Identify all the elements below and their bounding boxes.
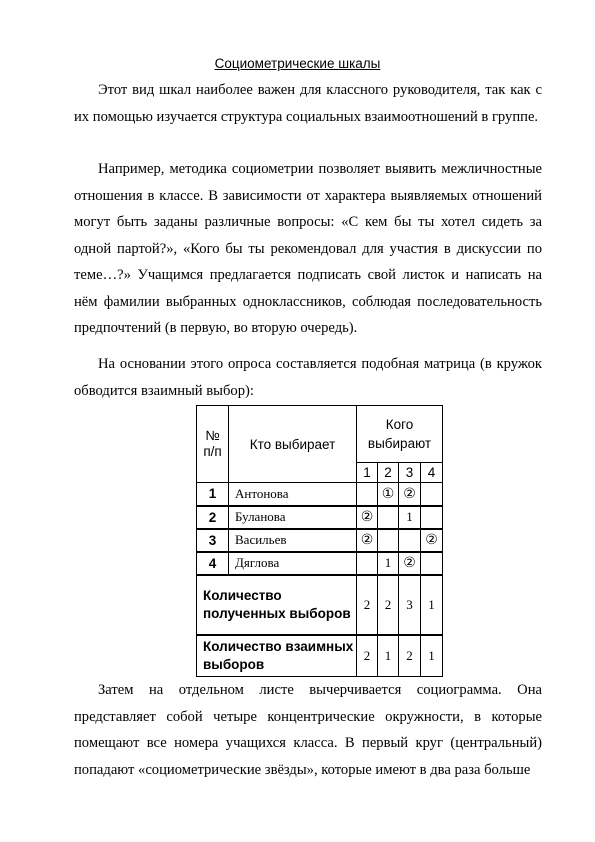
cell-choice — [421, 552, 443, 575]
cell-choice: ② — [357, 506, 378, 529]
row-number: 1 — [197, 483, 229, 506]
received-value: 2 — [357, 575, 378, 635]
mutual-value: 1 — [421, 635, 443, 677]
cell-choice — [421, 506, 443, 529]
cell-choice — [378, 529, 399, 552]
received-value: 3 — [399, 575, 421, 635]
row-number: 4 — [197, 552, 229, 575]
row-name: Антонова — [229, 483, 357, 506]
cell-choice: ② — [399, 483, 421, 506]
header-whom-chosen: Кого выбирают — [357, 406, 443, 463]
cell-choice: 1 — [378, 552, 399, 575]
table-row — [197, 483, 443, 506]
cell-choice: 1 — [399, 506, 421, 529]
row-name: Васильев — [229, 529, 357, 552]
cell-choice — [357, 483, 378, 506]
table-row — [197, 506, 443, 529]
received-value: 1 — [421, 575, 443, 635]
sociometric-matrix-table — [196, 405, 443, 677]
row-number: 2 — [197, 506, 229, 529]
cell-choice: ② — [399, 552, 421, 575]
mutual-value: 2 — [399, 635, 421, 677]
summary-row-received — [197, 575, 443, 635]
subheader-col-1: 1 — [357, 463, 378, 483]
header-number: № п/п — [197, 406, 229, 483]
cell-choice — [399, 529, 421, 552]
header-who-chooses: Кто выбирает — [229, 406, 357, 483]
subheader-col-4: 4 — [421, 463, 443, 483]
page-title: Социометрические шкалы — [214, 56, 381, 71]
subheader-col-2: 2 — [378, 463, 399, 483]
cell-choice: ① — [378, 483, 399, 506]
cell-choice: ② — [421, 529, 443, 552]
row-name: Буланова — [229, 506, 357, 529]
paragraph-sociogram: Затем на отдельном листе вычерчивается социограмма. Она представляет собой четыре концентрические окружности, в которые помещают все номера учащихся класса. В первый круг (центральный) попадают «социометрические звёзды», которые имеют в два раза больше — [74, 682, 542, 778]
cell-choice — [378, 506, 399, 529]
mutual-choices-label: Количество взаимных выборов — [197, 635, 357, 677]
cell-choice — [421, 483, 443, 506]
received-choices-label: Количество полученных выборов — [197, 575, 357, 635]
mutual-value: 2 — [357, 635, 378, 677]
received-value: 2 — [378, 575, 399, 635]
paragraph-matrix-intro: На основании этого опроса составляется подобная матрица (в кружок обводится взаимный выбор): — [74, 356, 542, 399]
cell-choice: ② — [357, 529, 378, 552]
row-number: 3 — [197, 529, 229, 552]
summary-row-mutual — [197, 635, 443, 677]
table-row — [197, 552, 443, 575]
paragraph-intro: Этот вид шкал наиболее важен для классного руководителя, так как с их помощью изучается структура социальных взаимоотношений в группе. — [74, 82, 542, 125]
cell-choice — [357, 552, 378, 575]
paragraph-method: Например, методика социометрии позволяет выявить межличностные отношения в классе. В зависимости от характера выявляемых отношений могут быть заданы различные вопросы: «С кем бы ты хотел сидеть за одной партой?», «Кого бы ты рекомендовал для участия в дискуссии по теме…?» Учащимся предлагается подписать свой листок и написать на нём фамилии выбранных одноклассников, соблюдая последовательность предпочтений (в первую, во вторую очередь). — [74, 161, 542, 336]
subheader-col-3: 3 — [399, 463, 421, 483]
table-row — [197, 529, 443, 552]
row-name: Дяглова — [229, 552, 357, 575]
mutual-value: 1 — [378, 635, 399, 677]
